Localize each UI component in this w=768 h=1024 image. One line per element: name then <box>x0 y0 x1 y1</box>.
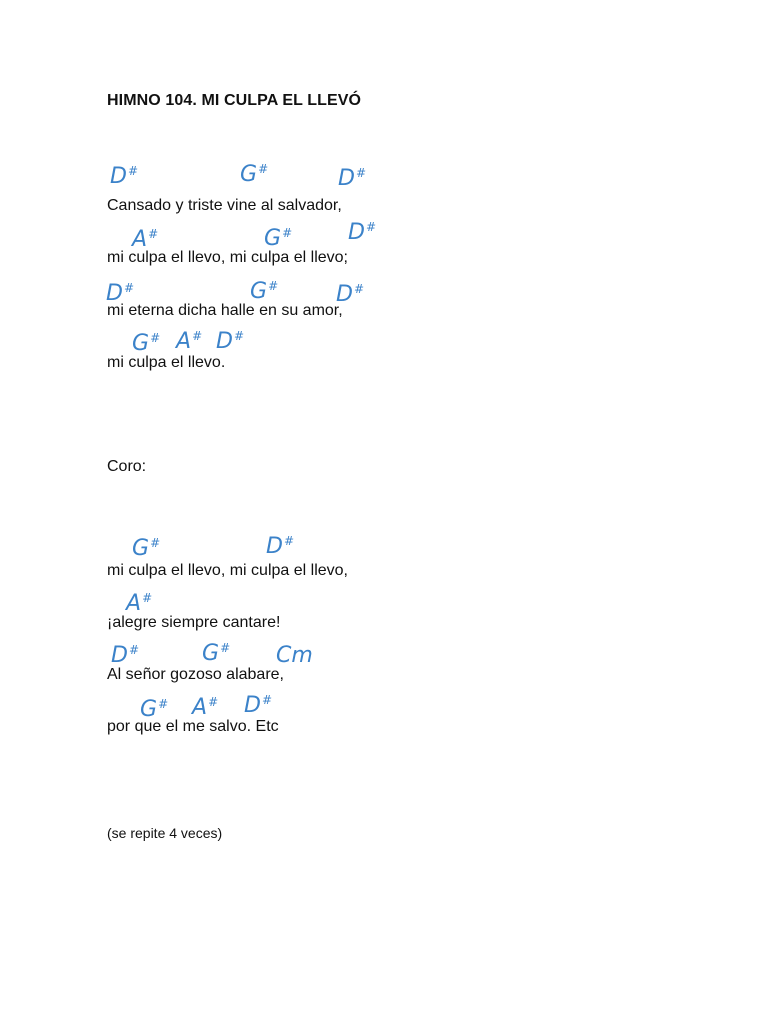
chorus-line: mi culpa el llevo, mi culpa el llevo, <box>107 562 348 579</box>
chord: G# <box>240 162 269 187</box>
chord: A# <box>176 329 203 354</box>
chord: D# <box>338 166 367 191</box>
hymn-title: HIMNO 104. MI CULPA EL LLEVÓ <box>107 92 362 109</box>
chord: G# <box>250 279 279 304</box>
chord: D# <box>266 534 295 559</box>
repeat-note: (se repite 4 veces) <box>107 825 223 841</box>
chord: A# <box>192 695 219 720</box>
chord: D# <box>111 643 140 668</box>
chord: Cm <box>276 643 313 668</box>
chorus-line: ¡alegre siempre cantare! <box>107 614 281 631</box>
chord: A# <box>126 591 153 616</box>
chord: D# <box>216 329 245 354</box>
chord: G# <box>264 226 293 251</box>
chorus-line: Al señor gozoso alabare, <box>107 666 284 683</box>
chord: D# <box>348 220 377 245</box>
chord: D# <box>244 693 273 718</box>
chord: G# <box>132 331 161 356</box>
chord: D# <box>110 164 139 189</box>
verse-line: mi culpa el llevo, mi culpa el llevo; <box>107 249 348 266</box>
chord: G# <box>202 641 231 666</box>
chord: D# <box>106 281 135 306</box>
verse-line: mi culpa el llevo. <box>107 354 226 371</box>
chord: A# <box>132 227 159 252</box>
verse-line: mi eterna dicha halle en su amor, <box>107 302 343 319</box>
chorus-line: por que el me salvo. Etc <box>107 718 279 735</box>
chord: D# <box>336 282 365 307</box>
verse-line: Cansado y triste vine al salvador, <box>107 197 342 214</box>
chord: G# <box>140 697 169 722</box>
chord: G# <box>132 536 161 561</box>
chorus-label: Coro: <box>107 458 147 475</box>
